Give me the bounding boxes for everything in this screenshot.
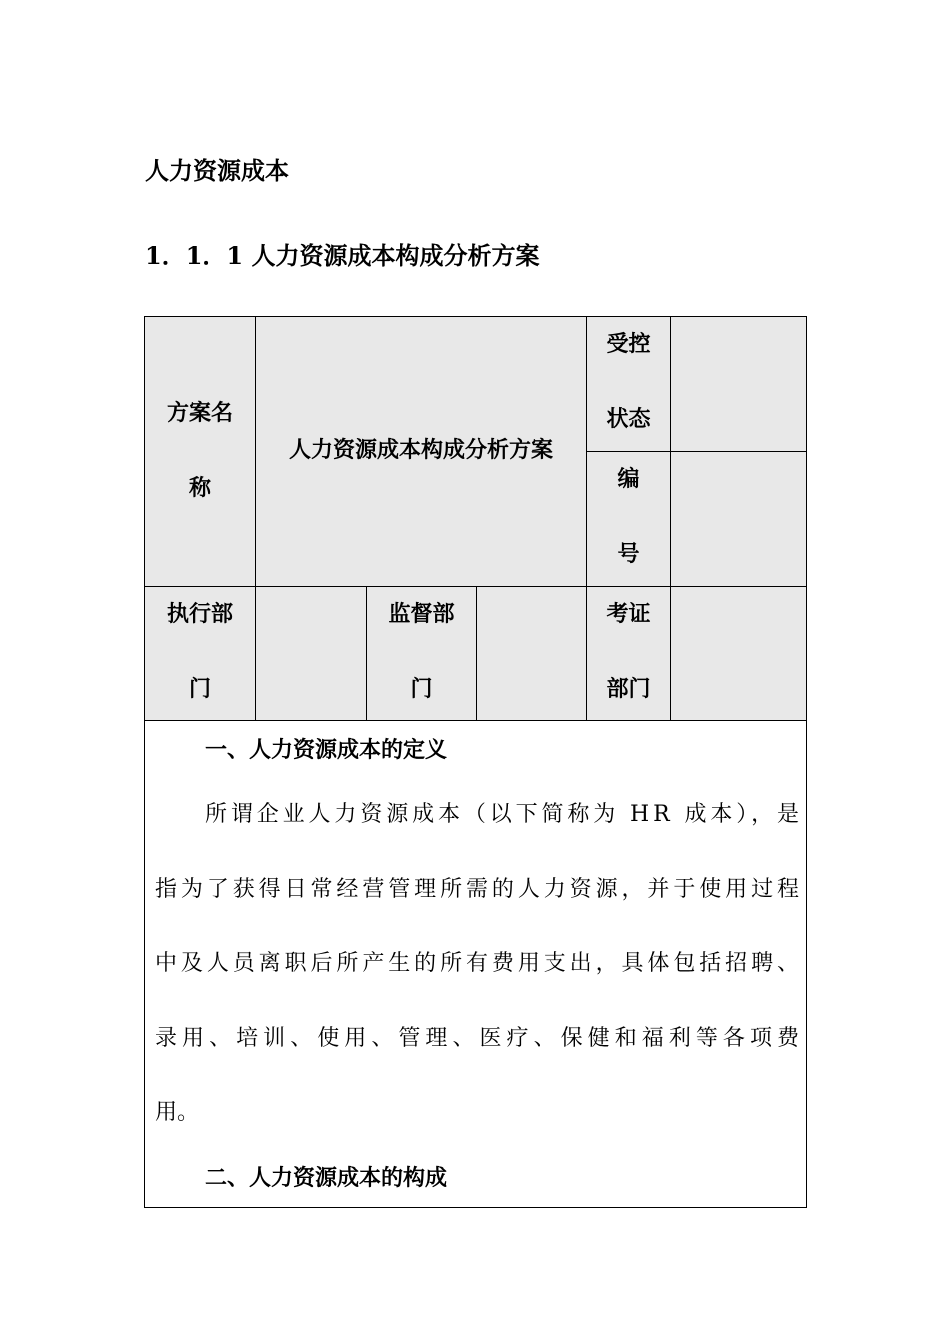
document-title: 人力资源成本 <box>145 156 289 185</box>
supervise-dept-label-cell <box>367 587 477 721</box>
plan-name-label-line2: 称 <box>188 475 211 501</box>
content-area <box>145 721 806 1207</box>
composition-heading: 二、人力资源成本的构成 <box>205 1165 448 1191</box>
verify-dept-label-line1: 考证 <box>606 601 651 627</box>
plan-name-label-cell <box>145 317 256 587</box>
verify-dept-value-cell <box>671 587 806 721</box>
verify-dept-label-cell <box>587 587 671 721</box>
exec-dept-label-line1: 执行部 <box>166 601 233 627</box>
plan-name-value-cell <box>256 317 587 587</box>
control-status-label-cell <box>587 317 671 452</box>
verify-dept-label-line2: 部门 <box>606 676 651 702</box>
control-status-label-line2: 状态 <box>606 406 651 432</box>
serial-label-cell <box>587 452 671 587</box>
serial-label-line2: 号 <box>617 541 640 567</box>
supervise-dept-label-line1: 监督部 <box>388 601 455 627</box>
serial-value-cell <box>671 452 806 587</box>
exec-dept-label-cell <box>145 587 256 721</box>
control-status-value-cell <box>671 317 806 452</box>
plan-form-table <box>144 316 807 1208</box>
definition-paragraph-line: 用。 <box>155 1100 200 1125</box>
definition-paragraph-line: 所谓企业人力资源成本（以下简称为 HR 成本），是 <box>205 802 803 827</box>
definition-paragraph-line: 中及人员离职后所产生的所有费用支出，具体包括招聘、 <box>155 951 803 976</box>
plan-name-value: 人力资源成本构成分析方案 <box>288 437 553 463</box>
definition-paragraph-line: 录用、培训、使用、管理、医疗、保健和福利等各项费 <box>155 1026 805 1051</box>
definition-paragraph-line: 指为了获得日常经营管理所需的人力资源，并于使用过程 <box>155 877 803 902</box>
exec-dept-label-line2: 门 <box>188 676 211 702</box>
section-title: 1．1．1 人力资源成本构成分析方案 <box>145 241 540 270</box>
supervise-dept-label-line2: 门 <box>410 676 433 702</box>
control-status-label-line1: 受控 <box>606 331 651 357</box>
exec-dept-value-cell <box>256 587 367 721</box>
plan-name-label-line1: 方案名 <box>166 400 233 426</box>
supervise-dept-value-cell <box>477 587 587 721</box>
definition-heading: 一、人力资源成本的定义 <box>205 737 448 763</box>
serial-label-line1: 编 <box>617 466 640 492</box>
